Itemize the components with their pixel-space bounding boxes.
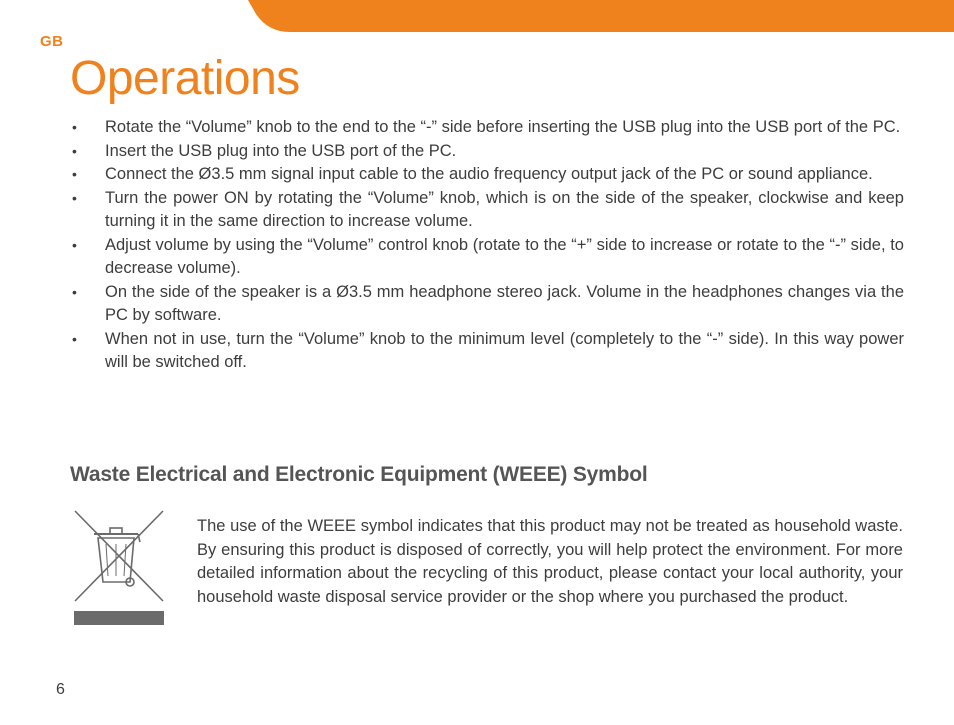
header-accent-band: [0, 0, 954, 32]
list-item: • On the side of the speaker is a Ø3.5 mm headphone stereo jack. Volume in the headphones changes via the PC by software.: [70, 281, 904, 328]
language-code: GB: [40, 33, 64, 50]
list-item: • Insert the USB plug into the USB port of the PC.: [70, 140, 904, 164]
list-item: • Turn the power ON by rotating the “Volume” knob, which is on the side of the speaker, clockwise and keep turning it in the same direction to increase volume.: [70, 187, 904, 234]
operations-list: [70, 116, 904, 375]
weee-heading: Waste Electrical and Electronic Equipment (WEEE) Symbol: [70, 463, 648, 486]
list-item: • Connect the Ø3.5 mm signal input cable to the audio frequency output jack of the PC or sound appliance.: [70, 163, 904, 187]
list-item: • When not in use, turn the “Volume” knob to the minimum level (completely to the “-” side). In this way power will be switched off.: [70, 328, 904, 375]
page-title: Operations: [70, 52, 300, 105]
list-item: • Rotate the “Volume” knob to the end to the “-” side before inserting the USB plug into the USB port of the PC.: [70, 116, 904, 140]
page-number: 6: [56, 681, 65, 698]
crossed-out-wheelie-bin-icon: [72, 508, 166, 626]
list-item: • Adjust volume by using the “Volume” control knob (rotate to the “+” side to increase or rotate to the “-” side, to decrease volume).: [70, 234, 904, 281]
weee-description: The use of the WEEE symbol indicates that this product may not be treated as household waste. By ensuring this product is disposed of correctly, you will help protect the environment. For more detailed information about the recycling of this product, please contact your local authority, your household waste disposal service provider or the shop where you purchased the product.: [197, 517, 903, 606]
